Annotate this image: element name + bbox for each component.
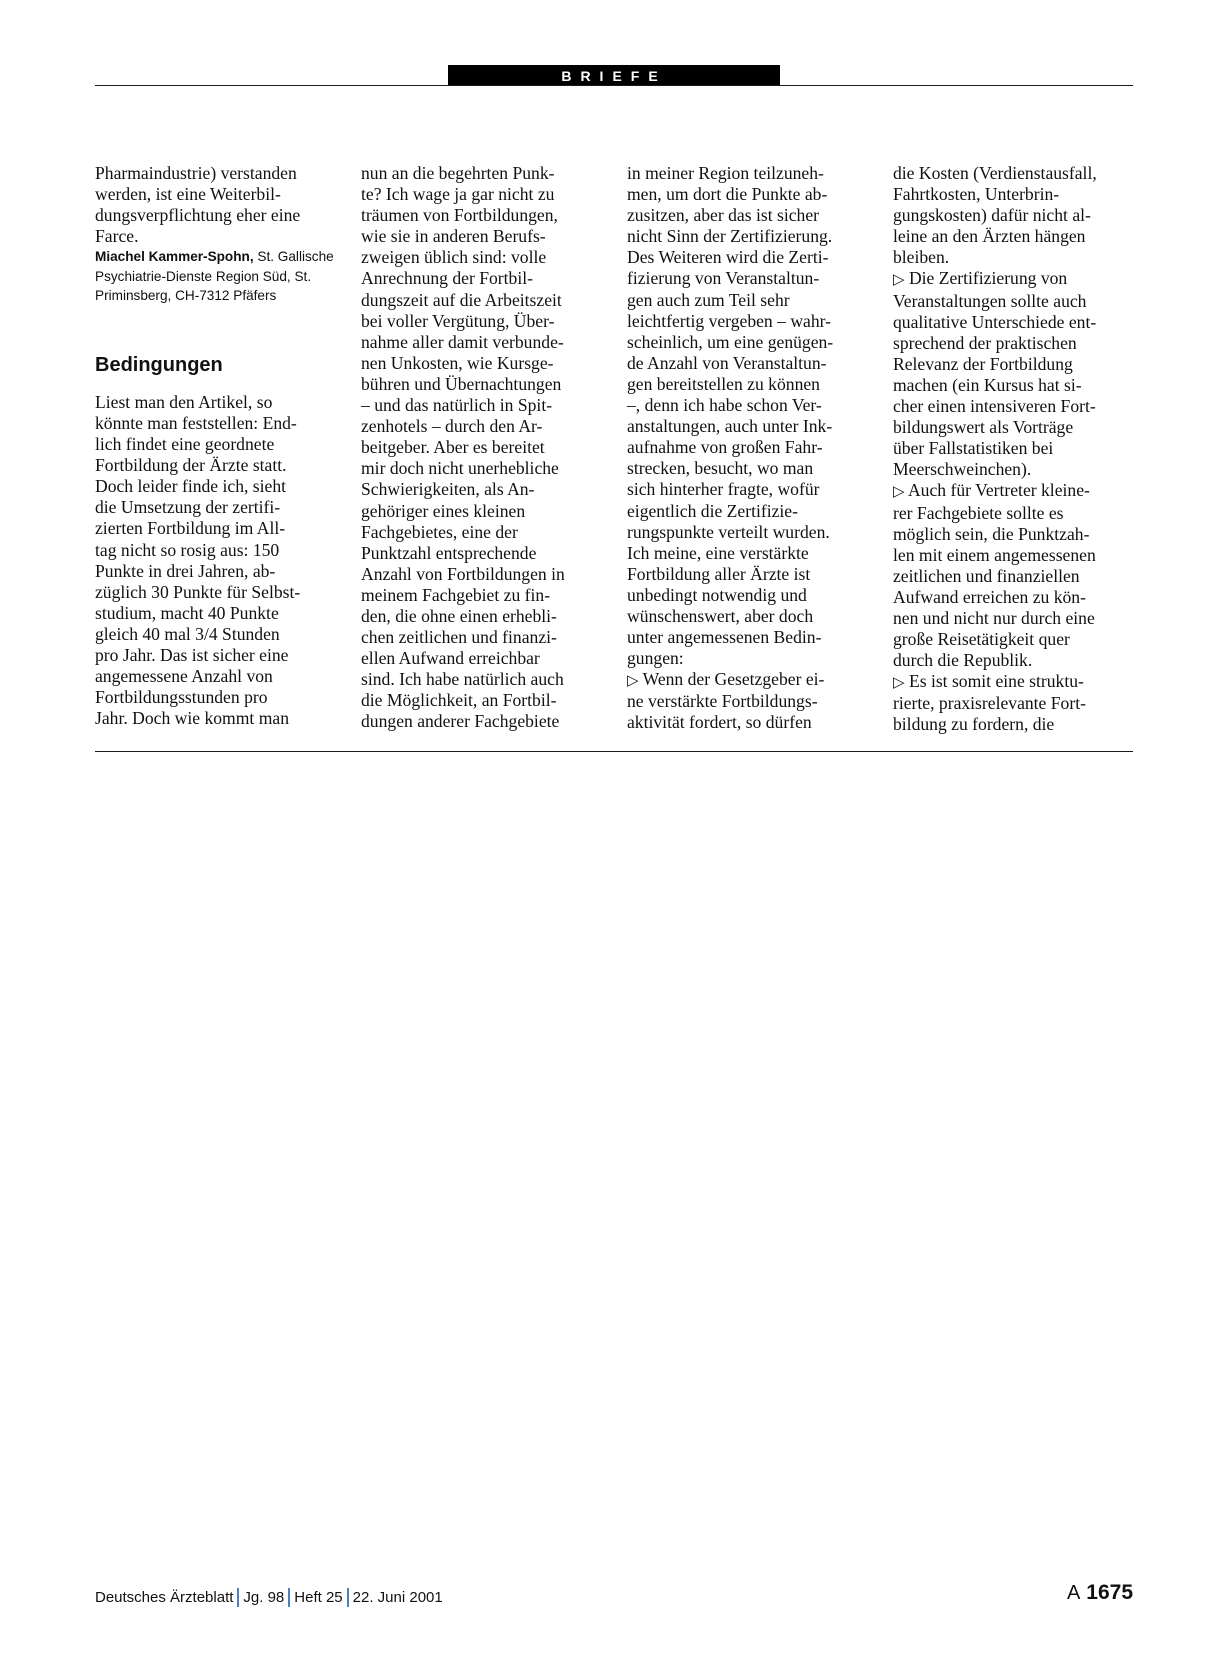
column-3 (627, 163, 833, 734)
body-line: rer Fachgebiete sollte es (893, 502, 1064, 523)
body-line: studium, macht 40 Punkte (95, 602, 279, 623)
body-line: gen auch zum Teil sehr (627, 289, 790, 310)
body-line: mir doch nicht unerhebliche (361, 458, 559, 479)
body-line: zweigen üblich sind: volle (361, 247, 547, 268)
body-line: tag nicht so rosig aus: 150 (95, 539, 280, 560)
body-line: nicht Sinn der Zertifizierung. (627, 226, 833, 247)
body-line: über Fallstatistiken bei (893, 438, 1054, 459)
body-line: scheinlich, um eine genügen- (627, 331, 834, 352)
body-line: Fortbildung aller Ärzte ist (627, 563, 811, 584)
body-line: werden, ist eine Weiterbil- (95, 184, 281, 205)
body-line: Relevanz der Fortbildung (893, 353, 1073, 374)
body-line: men, um dort die Punkte ab- (627, 184, 828, 205)
body-line: unbedingt notwendig und (627, 584, 807, 605)
body-line: Veranstaltungen sollte auch (893, 290, 1087, 311)
body-line: Jahr. Doch wie kommt man (95, 708, 289, 729)
body-line: angemessene Anzahl von (95, 666, 273, 687)
header-rule (95, 85, 1133, 86)
page-footer (95, 1588, 443, 1607)
body-line: möglich sein, die Punktzah- (893, 523, 1090, 544)
body-line: zusitzen, aber das ist sicher (627, 205, 819, 226)
page-prefix: A (1066, 1582, 1081, 1604)
body-line: Fachgebietes, eine der (361, 521, 518, 542)
page-number: 1675 (1086, 1581, 1133, 1604)
body-line: bei voller Vergütung, Über- (361, 310, 555, 331)
body-line: nahme aller damit verbunde- (361, 331, 564, 352)
column-1 (95, 163, 334, 729)
body-line: dungszeit auf die Arbeitszeit (361, 289, 562, 310)
body-line: die Möglichkeit, an Fortbil- (361, 690, 557, 711)
author-name: Miachel Kammer-Spohn, (95, 249, 254, 265)
body-line: Farce. (95, 226, 139, 247)
body-line: bildungswert als Vorträge (893, 417, 1074, 438)
body-line: Anrechnung der Fortbil- (361, 268, 533, 289)
bullet-text: Es ist somit eine struktu- (904, 671, 1084, 692)
triangle-bullet-icon: ▷ (627, 671, 639, 690)
body-line: in meiner Region teilzuneh- (627, 163, 824, 183)
body-line: den, die ohne einen erhebli- (361, 605, 557, 626)
body-line: Punkte in drei Jahren, ab- (95, 560, 276, 581)
signature-line: Psychiatrie-Dienste Region Süd, St. (95, 268, 312, 284)
bullet-line (893, 671, 1097, 693)
body-line: zenhotels – durch den Ar- (361, 416, 543, 437)
bullet-line (893, 268, 1097, 290)
body-line: qualitative Unterschiede ent- (893, 311, 1097, 332)
body-line: pro Jahr. Das ist sicher eine (95, 645, 289, 665)
body-line: Meerschweinchen). (893, 459, 1032, 480)
body-line: sind. Ich habe natürlich auch (361, 669, 564, 690)
footer-separator (237, 1588, 239, 1607)
body-line: Schwierigkeiten, als An- (361, 479, 535, 500)
body-line: lich findet eine geordnete (95, 434, 275, 455)
body-line: aufnahme von großen Fahr- (627, 437, 823, 458)
body-line: könnte man feststellen: End- (95, 412, 297, 433)
body-line: zierten Fortbildung im All- (95, 518, 286, 539)
bullet-text: Die Zertifizierung von (904, 268, 1068, 289)
body-line: Doch leider finde ich, sieht (95, 476, 287, 497)
body-line: len mit einem angemessenen (893, 544, 1096, 565)
body-line: dungsverpflichtung eher eine (95, 205, 301, 226)
body-line: durch die Republik. (893, 650, 1033, 671)
body-line: eigentlich die Zertifizie- (627, 500, 798, 521)
triangle-bullet-icon: ▷ (893, 673, 905, 692)
body-line: unter angemessenen Bedin- (627, 627, 822, 648)
body-line: träumen von Fortbildungen, (361, 205, 558, 226)
body-line: ne verstärkte Fortbildungs- (627, 691, 818, 712)
body-line: dungen anderer Fachgebiete (361, 711, 560, 732)
signature-line (95, 247, 334, 267)
triangle-bullet-icon: ▷ (893, 482, 905, 501)
body-line: Punktzahl entsprechende (361, 542, 537, 563)
body-line: die Umsetzung der zertifi- (95, 497, 281, 518)
body-line: machen (ein Kursus hat si- (893, 374, 1082, 395)
body-line: te? Ich wage ja gar nicht zu (361, 184, 555, 205)
body-line: rierte, praxisrelevante Fort- (893, 693, 1086, 714)
body-line: nen Unkosten, wie Kursge- (361, 352, 554, 373)
journal-name: Deutsches Ärzteblatt (95, 1589, 234, 1606)
bullet-text: Auch für Vertreter kleine- (904, 480, 1090, 501)
column-2 (361, 163, 565, 733)
body-line: gungen: (627, 648, 684, 669)
body-line: chen zeitlichen und finanzi- (361, 627, 557, 648)
body-line: Fortbildungsstunden pro (95, 687, 268, 708)
body-line: sich hinterher fragte, wofür (627, 479, 820, 500)
issue-date: 22. Juni 2001 (352, 1589, 443, 1606)
body-line: Ich meine, eine verstärkte (627, 542, 809, 563)
journal-volume: Jg. 98 (243, 1589, 285, 1606)
body-line: aktivität fordert, so dürfen (627, 712, 812, 733)
triangle-bullet-icon: ▷ (893, 270, 905, 289)
body-line: nun an die begehrten Punk- (361, 163, 555, 183)
body-line: sprechend der praktischen (893, 332, 1077, 353)
body-line: beitgeber. Aber es bereitet (361, 437, 545, 458)
body-line: Anzahl von Fortbildungen in (361, 563, 565, 584)
bullet-text: Wenn der Gesetzgeber ei- (638, 669, 825, 690)
body-line: züglich 30 Punkte für Selbst- (95, 581, 301, 602)
body-line: anstaltungen, auch unter Ink- (627, 416, 833, 437)
body-line: gleich 40 mal 3/4 Stunden (95, 623, 280, 644)
body-line: große Reisetätigkeit quer (893, 629, 1070, 650)
body-line: gungskosten) dafür nicht al- (893, 205, 1091, 226)
author-affiliation: St. Gallische (253, 249, 334, 265)
journal-issue: Heft 25 (294, 1589, 343, 1606)
body-line: leichtfertig vergeben – wahr- (627, 310, 832, 331)
body-line: –, denn ich habe schon Ver- (627, 395, 822, 416)
body-line: bühren und Übernachtungen (361, 373, 562, 394)
letter-heading: Bedingungen (95, 353, 223, 376)
body-line: Liest man den Artikel, so (95, 391, 273, 412)
signature-line: Priminsberg, CH-7312 Pfäfers (95, 288, 277, 304)
body-line: Fortbildung der Ärzte statt. (95, 455, 287, 476)
section-label: BRIEFE (448, 65, 780, 86)
body-line: bildung zu fordern, die (893, 714, 1055, 735)
body-line: Aufwand erreichen zu kön- (893, 586, 1086, 607)
column-4 (893, 163, 1097, 736)
body-line: rungspunkte verteilt wurden. (627, 521, 830, 542)
page-number-block (1067, 1581, 1133, 1605)
body-line: – und das natürlich in Spit- (361, 395, 553, 416)
body-line: meinem Fachgebiet zu fin- (361, 584, 551, 605)
body-line: de Anzahl von Veranstaltun- (627, 352, 827, 373)
article-end-rule (95, 751, 1133, 752)
body-line: nen und nicht nur durch eine (893, 607, 1095, 628)
letter-signature (95, 247, 334, 306)
footer-separator (288, 1588, 290, 1607)
body-line: wünschenswert, aber doch (627, 605, 814, 626)
body-line: Pharmaindustrie) verstanden (95, 163, 297, 183)
body-line: Fahrtkosten, Unterbrin- (893, 184, 1060, 205)
body-line: wie sie in anderen Berufs- (361, 226, 546, 247)
body-line: zeitlichen und finanziellen (893, 565, 1080, 586)
body-line: leine an den Ärzten hängen (893, 226, 1086, 247)
footer-separator (347, 1588, 349, 1607)
body-line: gehöriger eines kleinen (361, 500, 526, 521)
body-line: ellen Aufwand erreichbar (361, 648, 540, 669)
bullet-line (893, 480, 1097, 502)
bullet-line (627, 669, 833, 691)
body-line: die Kosten (Verdienstausfall, (893, 163, 1097, 183)
body-line: strecken, besucht, wo man (627, 458, 814, 479)
body-line: cher einen intensiveren Fort- (893, 396, 1096, 417)
body-line: fizierung von Veranstaltun- (627, 268, 820, 289)
body-line: gen bereitstellen zu können (627, 373, 820, 394)
body-line: bleiben. (893, 247, 950, 268)
body-line: Des Weiteren wird die Zerti- (627, 247, 829, 268)
